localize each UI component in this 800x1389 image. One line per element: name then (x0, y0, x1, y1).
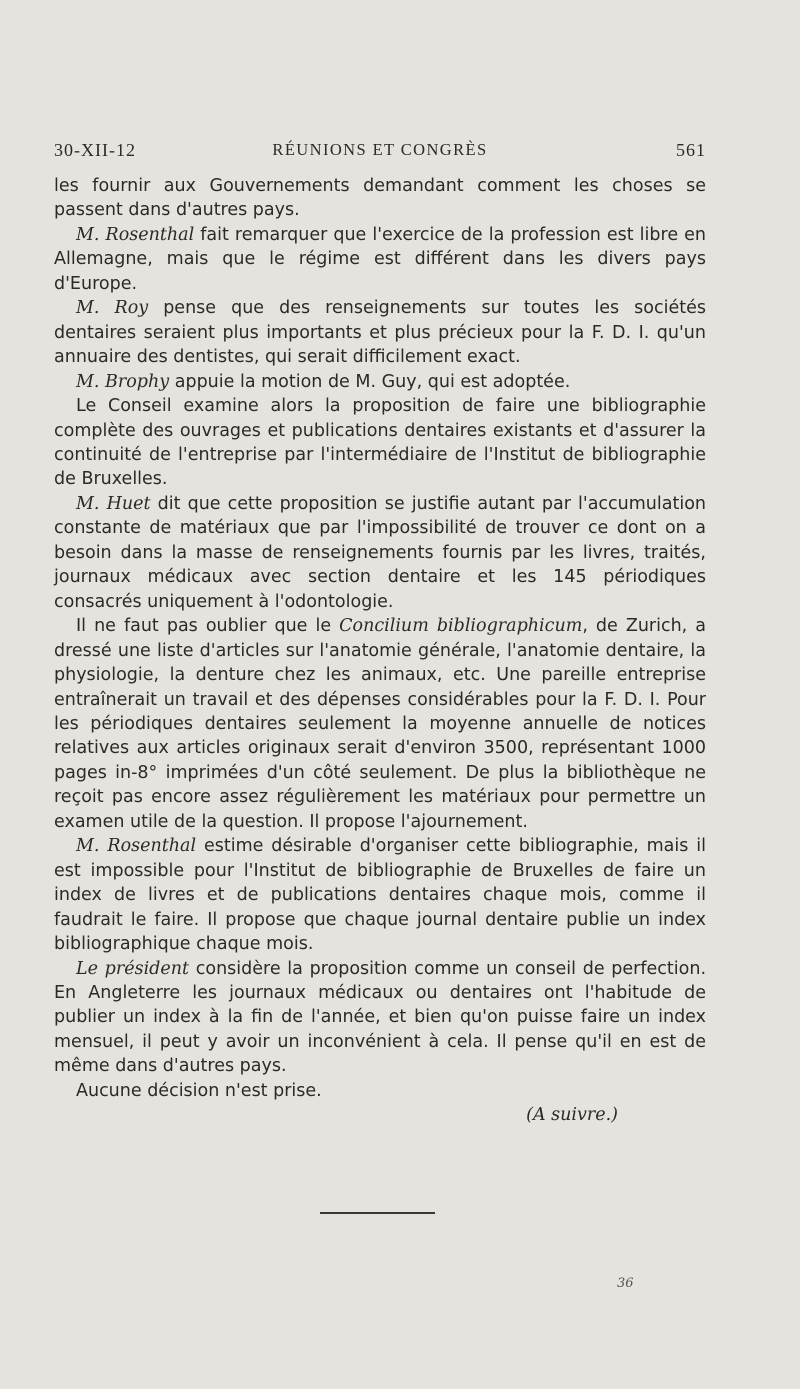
paragraph-text: dit que cette proposition se justifie autant par l'accumulation constante de matériaux que par l'impossibilité de trouver ce dont on a besoin dans la masse de renseignements fournis par les livres, traités, journaux médicaux avec section dentaire et les 145 périodiques consacrés uniquement à l'odontologie. (54, 493, 707, 612)
speaker-name: M. Rosenthal (76, 224, 195, 245)
body-text (54, 174, 706, 1128)
paragraph (54, 296, 706, 369)
paragraph (54, 223, 706, 296)
paragraph-text: pense que des renseignements sur toutes les sociétés dentaires seraient plus importants et plus précieux pour la F. D. I. qu'un annuaire des dentistes, qui serait difficilement exact. (54, 298, 706, 368)
running-header (54, 140, 706, 166)
speaker-name: M. Rosenthal (76, 836, 197, 857)
paragraph (54, 174, 706, 223)
section-divider (320, 1212, 435, 1214)
paragraph (54, 370, 706, 394)
speaker-name: M. Brophy (76, 371, 170, 392)
paragraph-text: , de Zurich, a dressé une liste d'articles sur l'anatomie générale, l'anatomie dentaire, la physiologie, la denture chez les animaux, etc. Une pareille entreprise entraînerait un travail et des dépenses considérables pour la F. D. I. Pour les périodiques dentaires seulement la moyenne annuelle de notices relatives aux articles originaux serait d'environ 3500, représentant 1000 pages in-8° imprimées d'un côté seulement. De plus la bibliothèque ne reçoit pas encore assez régulièrement les matériaux pour permettre un examen utile de la question. Il propose l'ajournement. (54, 616, 707, 832)
paragraph (54, 492, 706, 614)
paragraph (54, 394, 706, 492)
speaker-name: M. Roy (76, 298, 149, 319)
paragraph-text: considère la proposition comme un conseil de perfection. En Angleterre les journaux médicaux ou dentaires ont l'habitude de publier un index à la fin de l'année, et bien qu'on puisse faire un index mensuel, il peut y avoir un inconvénient à cela. Il pense qu'il en est de même dans d'autres pays. (54, 958, 707, 1077)
paragraph-text: estime désirable d'organiser cette bibliographie, mais il est impossible pour l'Institut de bibliographie de Bruxelles de faire un index de livres et de publications dentaires chaque mois, comme il faudrait le faire. Il propose que chaque journal dentaire publie un index bibliographique chaque mois. (54, 836, 706, 955)
paragraph (54, 614, 706, 834)
paragraph-text: appuie la motion de M. Guy, qui est adoptée. (169, 371, 571, 392)
speaker-name: Le président (76, 958, 190, 979)
header-date: 30-XII-12 (54, 140, 136, 160)
signature-mark: 36 (617, 1276, 634, 1291)
header-section-title: RÉUNIONS ET CONGRÈS (272, 140, 488, 159)
paragraph-text: Le Conseil examine alors la proposition de faire une bibliographie complète des ouvrages et publications dentaires existants et d'assurer la continuité de l'entreprise par l'intermédiaire de l'Institut de bibliographie de Bruxelles. (54, 396, 706, 490)
paragraph-text: fait remarquer que l'exercice de la profession est libre en Allemagne, mais que le régime est différent dans les divers pays d'Europe. (54, 224, 706, 294)
speaker-name: M. Huet (76, 493, 151, 514)
paragraph-text: les fournir aux Gouvernements demandant comment les choses se passent dans d'autres pays. (54, 176, 706, 221)
to-be-continued: (A suivre.) (526, 1105, 618, 1126)
paragraph (54, 957, 706, 1079)
publication-title: Concilium bibliographicum (339, 616, 583, 637)
paragraph-text: Aucune décision n'est prise. (76, 1080, 322, 1101)
paragraph-text: Il ne faut pas oublier que le (76, 616, 340, 637)
paragraph (54, 834, 706, 956)
paragraph (54, 1079, 706, 1103)
page-number: 561 (676, 140, 706, 160)
